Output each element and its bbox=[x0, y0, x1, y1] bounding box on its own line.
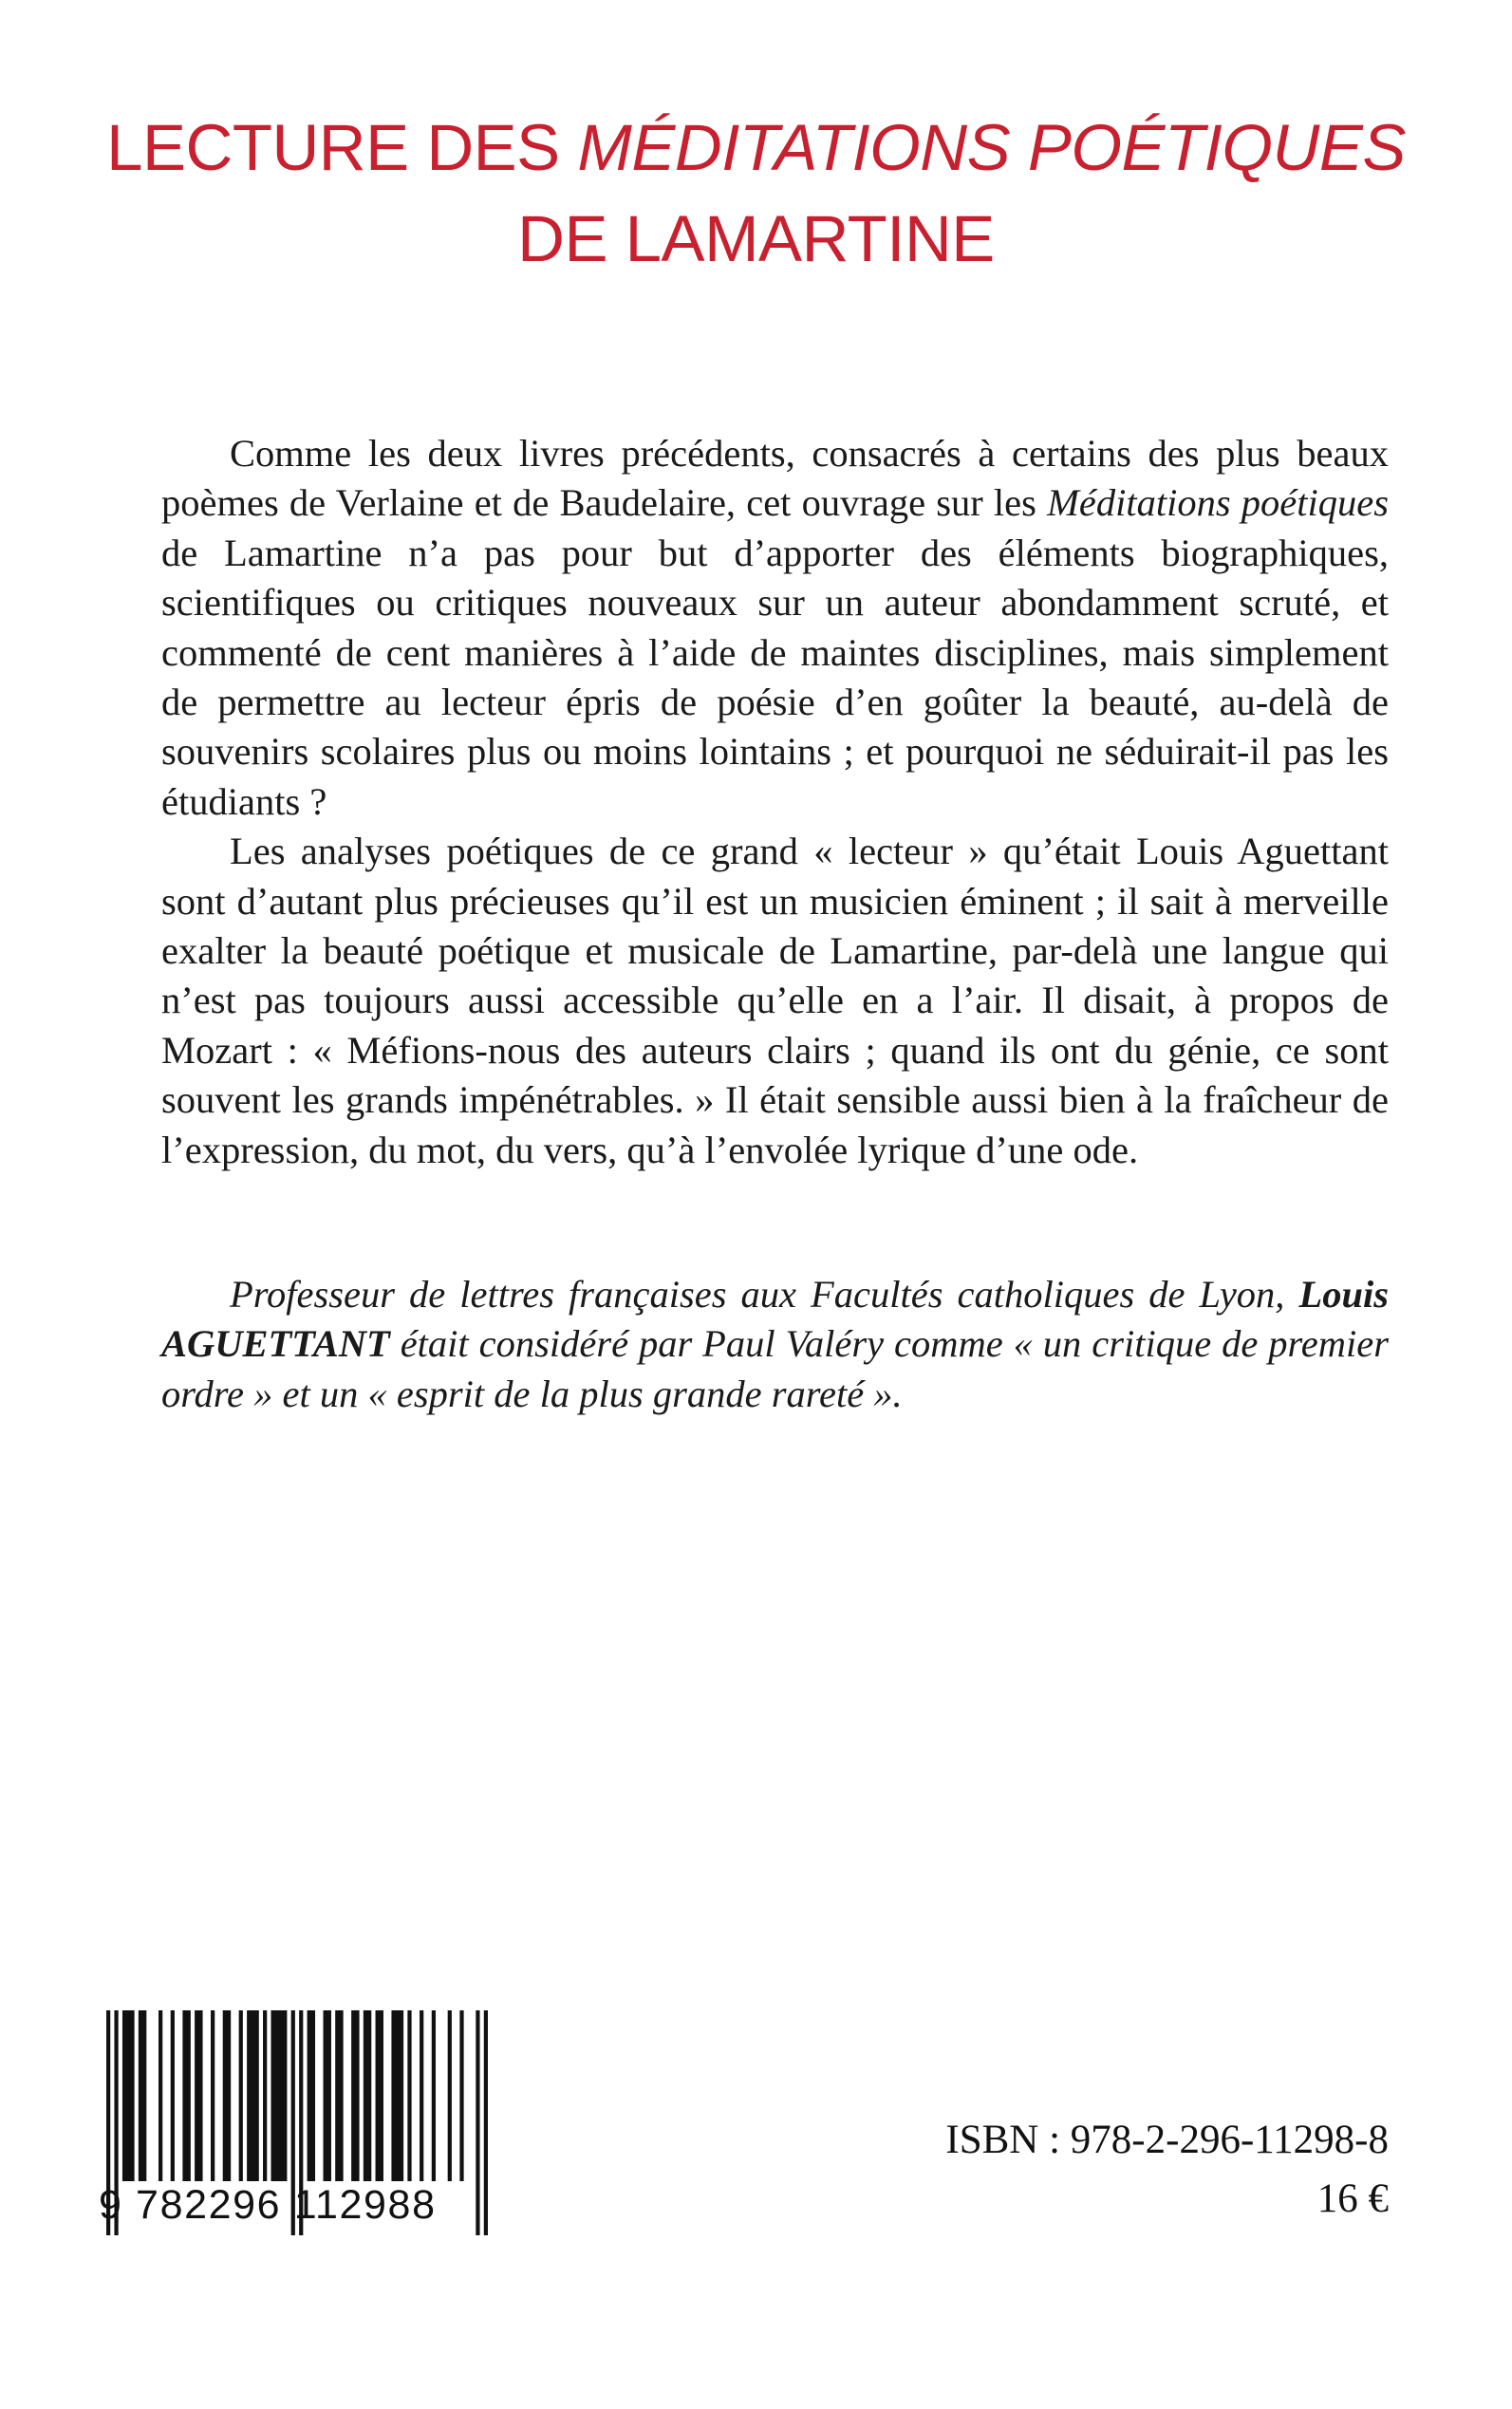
barcode-bar bbox=[263, 2010, 267, 2181]
barcode-bar bbox=[182, 2010, 190, 2181]
title-prefix: LECTURE DES bbox=[106, 111, 578, 184]
barcode-bar bbox=[364, 2010, 371, 2181]
title-line-2: DE LAMARTINE bbox=[517, 202, 995, 275]
barcode-bar bbox=[324, 2010, 331, 2181]
barcode-bar bbox=[271, 2010, 287, 2181]
author-bio bbox=[161, 1270, 1389, 1419]
price: 16 € bbox=[1316, 2176, 1389, 2221]
barcode-digits: 9 782296 112988 bbox=[99, 2182, 437, 2228]
description-paragraph-2 bbox=[161, 827, 1389, 1175]
barcode-bar bbox=[247, 2010, 259, 2181]
barcode-bar bbox=[308, 2010, 315, 2181]
barcode-bar bbox=[223, 2010, 231, 2181]
barcode-bar bbox=[376, 2010, 383, 2181]
description-paragraph-1 bbox=[161, 429, 1389, 827]
barcode-bar bbox=[171, 2010, 175, 2181]
barcode-bar bbox=[420, 2010, 423, 2181]
barcode-bar bbox=[239, 2010, 243, 2181]
barcode-bar bbox=[122, 2010, 135, 2181]
description bbox=[161, 429, 1389, 1175]
barcode-bar bbox=[195, 2010, 202, 2181]
p2-text: Les analyses poétiques de ce grand « lecteur » qu’était Louis Aguettant sont d’autant plus précieuses qu’il est un musicien éminent ; il sait à merveille exalter la beauté poétique et musicale de Lamartine, par-delà une langue qui n’est pas toujours aussi accessible qu’elle en a l’air. Il disait, à propos de Mozart : « Méfions-nous des auteurs clairs ; quand ils ont du génie, ce sont souvent les grands impénétrables. » Il était sensible aussi bien à la fraîcheur de l’expression, du mot, du vers, qu’à l’envolée lyrique d’une ode. bbox=[161, 830, 1389, 1171]
barcode-bar bbox=[459, 2010, 463, 2181]
isbn: ISBN : 978-2-296-11298-8 bbox=[945, 2118, 1389, 2162]
barcode-bar bbox=[407, 2010, 411, 2181]
p1-italic: Méditations poétiques bbox=[1047, 481, 1389, 525]
barcode-bar bbox=[391, 2010, 403, 2181]
bio-end: était considéré par Paul Valéry comme « un critique de premier ordre » et un « esprit de la plus grande rareté ». bbox=[161, 1322, 1389, 1415]
barcode-bar bbox=[335, 2010, 343, 2181]
title-italic: MÉDITATIONS POÉTIQUES bbox=[577, 111, 1406, 184]
barcode-bar bbox=[139, 2010, 146, 2181]
barcode-bar bbox=[159, 2010, 162, 2181]
book-title bbox=[57, 103, 1455, 285]
barcode-bar bbox=[211, 2010, 215, 2181]
barcode-bar bbox=[432, 2010, 436, 2181]
barcode-bar bbox=[448, 2010, 452, 2181]
bio-author: Louis AGUETTANT bbox=[161, 1273, 1389, 1366]
p1-start: Comme les deux livres précédents, consacrés à certains des plus beaux poèmes de Verlaine et de Baudelaire, cet ouvrage sur les bbox=[161, 432, 1389, 525]
bio-start: Professeur de lettres françaises aux Facultés catholiques de Lyon, bbox=[230, 1273, 1299, 1316]
barcode-bar bbox=[351, 2010, 359, 2181]
p1-end: de Lamartine n’a pas pour but d’apporter des éléments biographiques, scientifiques ou critiques nouveaux sur un auteur abondamment scruté, et commenté de cent manières à l’aide de maintes disciplines, mais simplement de permettre au lecteur épris de poésie d’en goûter la beauté, au-delà de souvenirs scolaires plus ou moins lointains ; et pourquoi ne séduirait-il pas les étudiants ? bbox=[161, 531, 1389, 823]
title-line-1 bbox=[57, 103, 1455, 194]
